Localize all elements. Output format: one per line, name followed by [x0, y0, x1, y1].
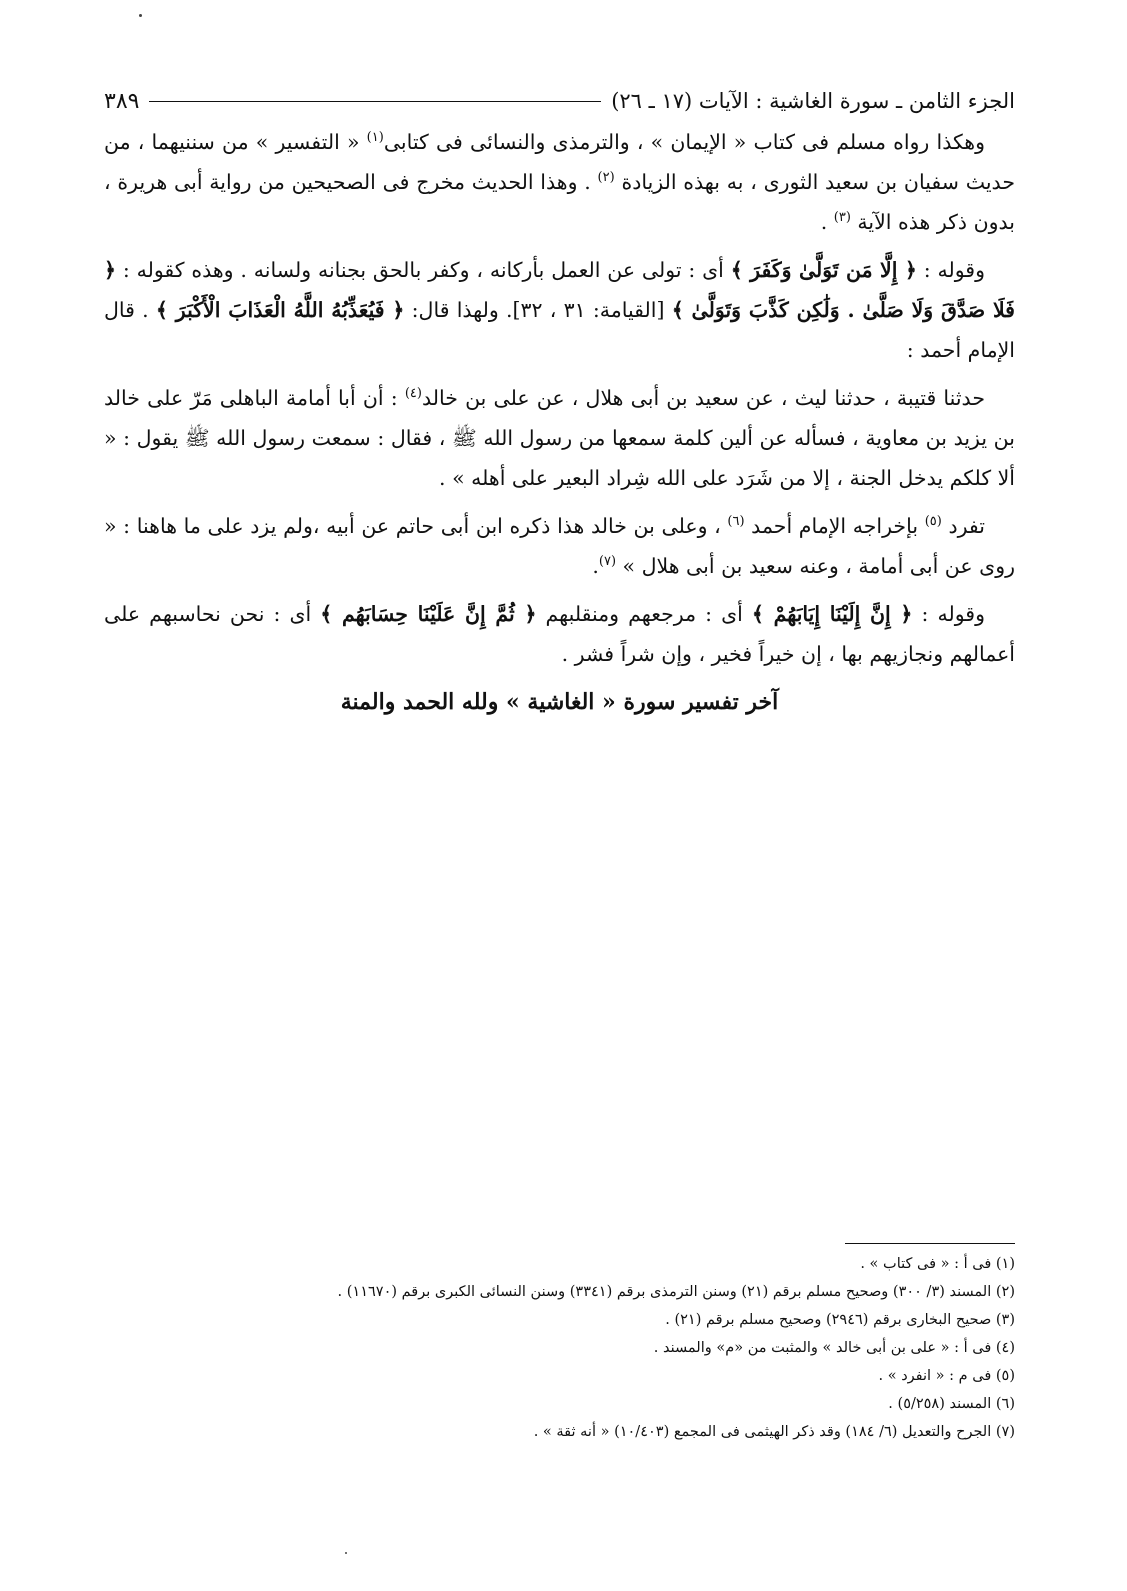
paragraph: [104, 594, 1015, 674]
text-run: .: [820, 210, 834, 234]
text-run: وهكذا رواه مسلم فى كتاب « الإيمان » ، والترمذى والنسائى فى كتابى: [383, 130, 985, 154]
footnotes: [104, 1250, 1015, 1446]
main-text: [104, 122, 1015, 730]
text-run: « التفسير » من سننيهما ، من حديث سفيان بن سعيد الثورى ، به بهذه الزيادة: [104, 130, 1015, 194]
paragraph: [104, 378, 1015, 498]
scan-speck: [345, 1552, 347, 1554]
text-run: أى : تولى عن العمل بأركانه ، وكفر بالحق بجنانه ولسانه . وهذه كقوله :: [116, 258, 731, 282]
page-header: [104, 84, 1015, 118]
footnote-ref: (٢): [597, 170, 615, 186]
quran-verse: ﴿ فَيُعَذِّبُهُ اللَّهُ الْعَذَابَ الْأَكْبَرَ ﴾: [155, 298, 405, 322]
text-run: حدثنا قتيبة ، حدثنا ليث ، عن سعيد بن أبى هلال ، عن على بن خالد: [421, 386, 985, 410]
quran-verse: ﴿ فَلَا صَدَّقَ وَلَا صَلَّىٰ . وَلَٰكِن كَذَّبَ وَتَوَلَّىٰ ﴾: [104, 258, 1015, 322]
paragraph: [104, 506, 1015, 586]
footnote: (٤) فى أ : « على بن أبى خالد » والمثبت من «م» والمسند .: [653, 1340, 1015, 1356]
footnote-ref: (٥): [924, 514, 942, 530]
text-run: . قال الإمام أحمد :: [104, 298, 1015, 362]
footnote: (٢) المسند (٣/ ٣٠٠) وصحيح مسلم برقم (٢١) وسنن الترمذى برقم (٣٣٤١) وسنن النسائى الكبرى برقم (١١٦٧٠) .: [337, 1284, 1015, 1300]
text-run: .: [592, 554, 599, 578]
quran-verse: ﴿ ثُمَّ إِنَّ عَلَيْنَا حِسَابَهُم ﴾: [320, 602, 537, 626]
text-run: ، وعلى بن خالد هذا ذكره ابن أبى حاتم عن أبيه ،ولم يزد على ما هاهنا : « روى عن أبى أمامة ، وعنه سعيد بن أبى هلال »: [104, 514, 1015, 578]
footnote: (١) فى أ : « فى كتاب » .: [860, 1256, 1015, 1272]
footnote-ref: (٦): [727, 514, 745, 530]
text-run: بإخراجه الإمام أحمد: [744, 514, 925, 538]
header-rule: [149, 101, 601, 102]
paragraph: [104, 122, 1015, 242]
footnote: (٣) صحيح البخارى برقم (٢٩٤٦) وصحيح مسلم برقم (٢١) .: [665, 1312, 1015, 1328]
text-run: وقوله :: [912, 602, 986, 626]
footnote-ref: (١): [366, 130, 384, 146]
footnote-ref: (٣): [833, 210, 851, 226]
quran-verse: ﴿ إِنَّ إِلَيْنَا إِيَابَهُمْ ﴾: [751, 602, 913, 626]
running-title: الجزء الثامن ـ سورة الغاشية : الآيات (١٧ ـ ٢٦): [611, 89, 1015, 113]
text-run: أى : مرجعهم ومنقلبهم: [536, 602, 752, 626]
text-run: : أن أبا أمامة الباهلى مَرّ على خالد بن يزيد بن معاوية ، فسأله عن ألين كلمة سمعها من رسول الله ﷺ ، فقال : سمعت رسول الله ﷺ يقول : « ألا كلكم يدخل الجنة ، إلا من شَرَد على الله شِراد البعير على أهله » .: [104, 386, 1015, 490]
quran-verse: ﴿ إِلَّا مَن تَوَلَّىٰ وَكَفَرَ ﴾: [730, 258, 917, 282]
footnote: (٧) الجرح والتعديل (٦/ ١٨٤) وقد ذكر الهيثمى فى المجمع (١٠/٤٠٣) « أنه ثقة » .: [533, 1424, 1015, 1440]
paragraph: [104, 250, 1015, 370]
footnote-separator: [845, 1243, 1015, 1244]
page-number: ٣٨٩: [104, 88, 140, 114]
text-run: وقوله :: [916, 258, 985, 282]
text-run: تفرد: [941, 514, 985, 538]
footnote: (٦) المسند (٥/٢٥٨) .: [888, 1396, 1015, 1412]
text-run: أى : نحن نحاسبهم على أعمالهم ونجازيهم بها ، إن خيراً فخير ، وإن شراً فشر .: [104, 602, 1015, 666]
footnote: (٥) فى م : « انفرد » .: [878, 1368, 1015, 1384]
scan-speck: [139, 14, 142, 17]
footnote-ref: (٧): [598, 554, 617, 570]
footnote-ref: (٤): [404, 386, 422, 402]
text-run: . وهذا الحديث مخرج فى الصحيحين من رواية أبى هريرة ، بدون ذكر هذه الآية: [104, 170, 1015, 234]
text-run: [القيامة: ٣١ ، ٣٢]. ولهذا قال:: [404, 298, 672, 322]
closing-line: آخر تفسير سورة « الغاشية » ولله الحمد والمنة: [340, 689, 779, 715]
